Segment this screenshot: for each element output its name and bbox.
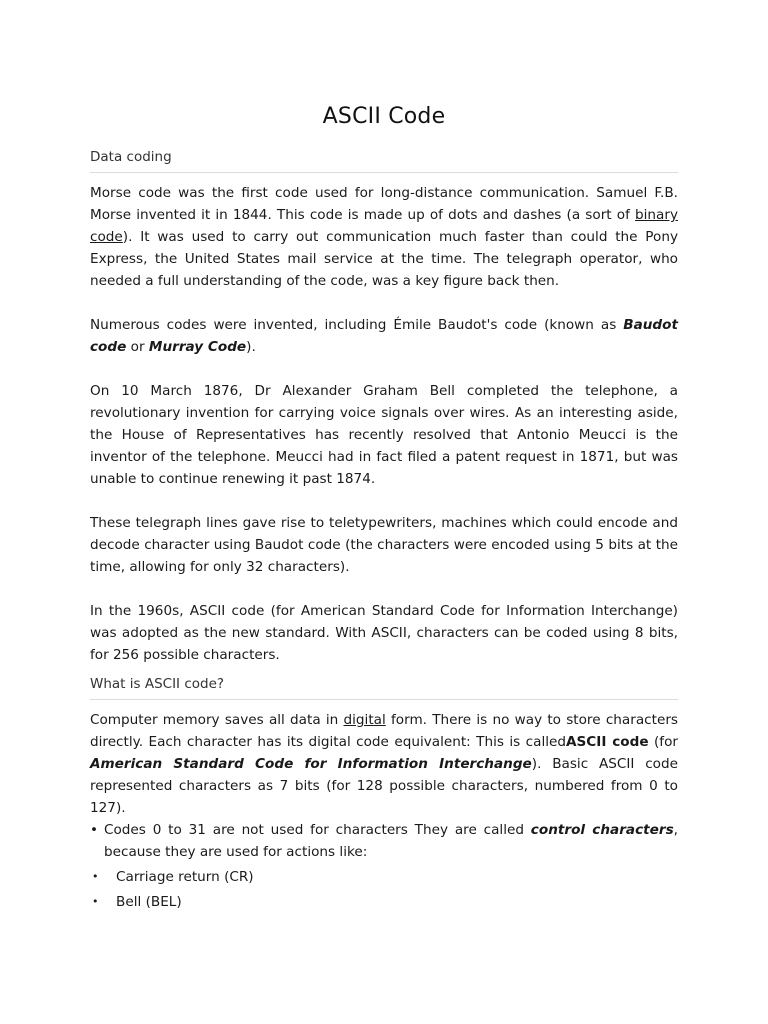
paragraph-text: ). (246, 339, 256, 355)
paragraph-morse (90, 182, 678, 292)
document-page (90, 0, 678, 913)
control-codes-list (90, 819, 678, 913)
paragraph-text: ). It was used to carry out communication much faster than could the Pony Express, the United States mail service at the time. The telegraph operator, who needed a full understanding of the code, was a key figure back then. (90, 229, 678, 289)
paragraph-ascii-adoption: In the 1960s, ASCII code (for American Standard Code for Information Interchange) was adopted as the new standard. With ASCII, characters can be coded using 8 bits, for 256 possible characters. (90, 603, 678, 663)
paragraph-computer-memory (90, 709, 678, 819)
list-item-control-codes (90, 819, 678, 863)
section-heading-what-is-ascii: What is ASCII code? (90, 674, 678, 700)
paragraph-text: Morse code was the first code used for long-distance communication. Samuel F.B. Morse invented it in 1844. This code is made up of dots and dashes (a sort of (90, 185, 678, 223)
binary-code-link[interactable]: binary code (90, 207, 678, 245)
murray-code-term: Murray Code (148, 339, 247, 355)
list-item-text-part: Codes 0 to 31 are not used for characters They are called (104, 822, 531, 838)
paragraph-telephone: On 10 March 1876, Dr Alexander Graham Bell completed the telephone, a revolutionary invention for carrying voice signals over wires. As an interesting aside, the House of Representatives has recently resolved that Antonio Meucci is the inventor of the telephone. Meucci had in fact filed a patent request in 1871, but was unable to continue renewing it past 1874. (90, 383, 678, 487)
paragraph-text: ). Basic ASCII code represented characters as 7 bits (for 128 possible characters, numbered from 0 to 127). (90, 756, 678, 816)
digital-link[interactable]: digital (343, 712, 386, 728)
bullet-icon: • (92, 895, 99, 908)
ascii-expansion-term: American Standard Code for Information Interchange (90, 756, 532, 772)
paragraph-text: Numerous codes were invented, including Émile Baudot's code (known as (90, 317, 624, 333)
list-item-text (104, 819, 678, 863)
bullet-icon: • (92, 870, 99, 883)
list-item-text: Carriage return (CR) (116, 869, 254, 885)
list-item-carriage-return (92, 866, 678, 888)
list-item-bell (92, 891, 678, 913)
paragraph-text: form. There is no way to store characters directly. Each character has its digital code equivalent: This is called (90, 712, 678, 750)
paragraph-text: (for (648, 734, 678, 750)
paragraph-text: or (126, 339, 149, 355)
paragraph-baudot (90, 314, 678, 358)
ascii-code-term: ASCII code (566, 734, 649, 750)
section-heading-data-coding: Data coding (90, 147, 678, 173)
list-item-text-part: , because they are used for actions like: (104, 822, 678, 860)
paragraph-text: Computer memory saves all data in (90, 712, 344, 728)
baudot-code-term: Baudot code (90, 317, 678, 355)
paragraph-teletypewriters: These telegraph lines gave rise to teletypewriters, machines which could encode and decode character using Baudot code (the characters were encoded using 5 bits at the time, allowing for only 32 characters). (90, 515, 678, 575)
bullet-icon: • (90, 822, 99, 838)
list-item-text: Bell (BEL) (116, 894, 182, 910)
control-characters-term: control characters (530, 822, 674, 838)
document-title: ASCII Code (322, 104, 446, 129)
